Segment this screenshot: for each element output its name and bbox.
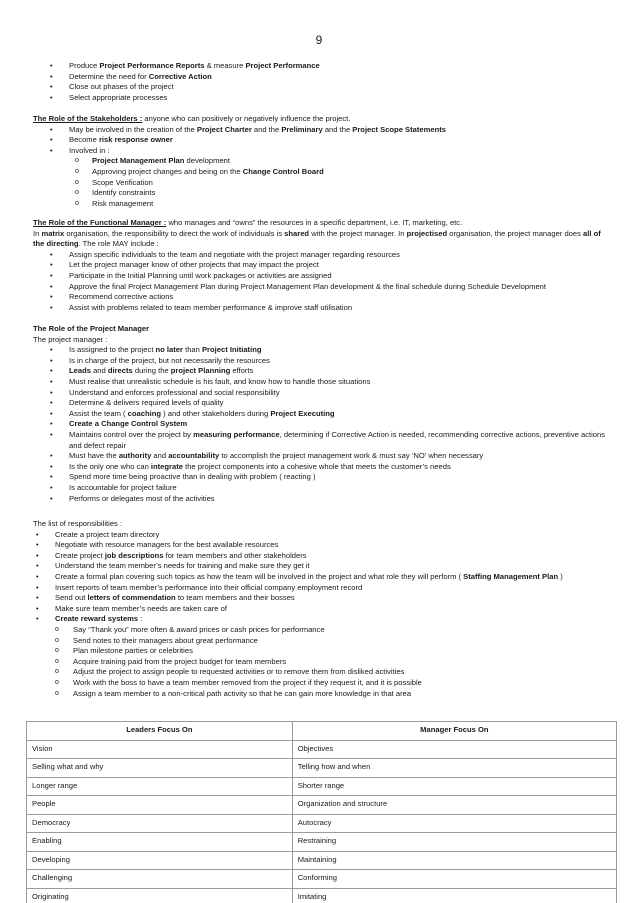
bold-term: project Planning — [170, 366, 231, 376]
text-run: In — [33, 228, 42, 238]
manager-cell: Autocracy — [292, 814, 616, 833]
text-run: Approve the final Project Management Plan during Project Management Plan development & the final schedule during Schedule Development — [69, 281, 547, 291]
text-run: to team members and their bosses — [175, 593, 295, 603]
leader-cell: Originating — [27, 888, 293, 903]
list-item — [33, 366, 609, 377]
bold-term: Project Performance — [245, 61, 320, 70]
list-item — [33, 93, 609, 104]
text-run: Understand and enforces professional and social responsibility — [69, 387, 280, 397]
text-run: Spend more time being proactive than in dealing with problem ( reacting ) — [69, 472, 316, 482]
stakeholders-subitems — [33, 156, 609, 209]
text-run: Must have the — [69, 451, 119, 461]
text-run: , determining if Corrective Action is needed, recommending corrective actions, preventive actions and defect repair — [69, 429, 606, 450]
text-run: Send notes to their managers about great performance — [73, 635, 258, 645]
text-run: Adjust the project to assign people to requested activities or to remove them from disliked activities — [73, 667, 405, 677]
table-header-leaders: Leaders Focus On — [27, 722, 293, 741]
leader-cell: Democracy — [27, 814, 293, 833]
text-run: and — [90, 366, 108, 376]
table-row — [27, 833, 617, 852]
bold-term: no later — [155, 345, 183, 355]
table-row — [27, 814, 617, 833]
list-item — [33, 61, 609, 72]
bold-term: matrix — [41, 228, 65, 238]
sub-list-item — [33, 657, 609, 668]
bold-term: accountability — [168, 451, 220, 461]
list-item — [33, 146, 609, 157]
bold-term: shared — [284, 228, 310, 238]
stakeholders-section — [33, 114, 609, 209]
bold-term: letters of commendation — [87, 593, 176, 603]
bold-term: Preliminary — [281, 124, 323, 134]
sub-list-item — [33, 646, 609, 657]
list-item — [33, 271, 609, 282]
list-item — [33, 260, 609, 271]
manager-cell: Telling how and when — [292, 759, 616, 778]
text-run: Identify constraints — [92, 188, 156, 198]
pm-title: The Role of the Project Manager — [33, 324, 150, 333]
leader-cell: Challenging — [27, 870, 293, 889]
bold-term: Create reward systems — [55, 614, 139, 624]
list-item — [33, 125, 609, 136]
table-row — [27, 740, 617, 759]
list-item — [33, 135, 609, 146]
text-run: organisation, the project manager does — [447, 228, 584, 238]
table-row — [27, 796, 617, 815]
project-manager-section — [33, 324, 609, 504]
bold-term: Corrective Action — [148, 71, 212, 81]
text-run: during the — [132, 366, 171, 376]
text-run: & measure — [204, 61, 246, 70]
functional-title-rest: who manages and “owns” the resources in a specific department, i.e. IT, marketing, etc. — [166, 218, 463, 227]
table-row — [27, 888, 617, 903]
text-run: . The role MAY include : — [78, 239, 159, 249]
manager-cell: Shorter range — [292, 777, 616, 796]
table-body — [27, 740, 617, 903]
leader-cell: Longer range — [27, 777, 293, 796]
text-run: for team members and other stakeholders — [163, 550, 307, 560]
list-item — [33, 604, 609, 615]
text-run: Understand the team member’s needs for training and make sure they get it — [55, 561, 310, 571]
bold-term: Project Scope Statements — [352, 124, 446, 134]
text-run: organisation, the responsibility to direct the work of individuals is — [64, 228, 285, 238]
text-run: Become — [69, 135, 99, 145]
leader-manager-table — [26, 721, 617, 903]
text-run: Must realise that unrealistic schedule is his fault, and know how to handle those situations — [69, 376, 371, 386]
functional-title: The Role of the Functional Manager : — [33, 218, 167, 227]
sub-list-item — [33, 667, 609, 678]
text-run: Assign specific individuals to the team and negotiate with the project manager regarding resources — [69, 249, 400, 259]
text-run: Assist the team ( — [69, 408, 128, 418]
text-run: : — [138, 614, 143, 624]
leader-cell: Enabling — [27, 833, 293, 852]
text-run: Assign a team member to a non-critical path activity so that he can gain more knowledge in that area — [73, 688, 412, 698]
text-run: Insert reports of team member’s performance into their official company employment record — [55, 582, 363, 592]
text-run: Scope Verification — [92, 177, 153, 187]
list-item — [33, 409, 609, 420]
list-item — [33, 72, 609, 83]
manager-cell: Imitating — [292, 888, 616, 903]
text-run: to accomplish the project management work & must say ‘NO’ when necessary — [219, 451, 484, 461]
list-item — [33, 250, 609, 261]
bold-term: directs — [107, 366, 133, 376]
text-run: May be involved in the creation of the — [69, 124, 197, 134]
text-run: Select appropriate processes — [69, 92, 168, 102]
list-item — [33, 551, 609, 562]
pm-bullets — [33, 345, 609, 504]
text-run: Close out phases of the project — [69, 82, 174, 92]
text-run: Determine & delivers required levels of quality — [69, 398, 224, 408]
functional-heading — [33, 218, 609, 229]
text-run: ) — [558, 571, 563, 581]
list-item — [33, 430, 609, 451]
sub-list-item — [33, 636, 609, 647]
text-run: Risk management — [92, 198, 154, 208]
list-item — [33, 494, 609, 505]
list-item — [33, 303, 609, 314]
functional-paragraph — [33, 229, 609, 250]
text-run: Send out — [55, 593, 88, 603]
manager-cell: Maintaining — [292, 851, 616, 870]
reward-system-subitems — [33, 625, 609, 699]
list-item — [33, 388, 609, 399]
table-row — [27, 870, 617, 889]
list-item — [33, 356, 609, 367]
stakeholders-title: The Role of the Stakeholders : — [33, 114, 143, 123]
leader-cell: People — [27, 796, 293, 815]
text-run: and — [151, 451, 169, 461]
list-item — [33, 540, 609, 551]
text-run: Approving project changes and being on the — [92, 166, 243, 176]
bold-term: Leads — [69, 366, 91, 376]
list-item — [33, 82, 609, 93]
text-run: Create a project team directory — [55, 529, 160, 539]
sub-list-item — [33, 156, 609, 167]
bold-term: measuring performance — [193, 429, 280, 439]
manager-cell: Objectives — [292, 740, 616, 759]
bold-term: Project Performance Reports — [99, 61, 205, 70]
list-item — [33, 398, 609, 409]
text-run: Work with the boss to have a team member removed from the project if they request it, and it is possible — [73, 677, 422, 687]
sub-list-item — [33, 199, 609, 210]
text-run: Is assigned to the project — [69, 345, 156, 355]
text-run: Let the project manager know of other projects that may impact the project — [69, 260, 319, 270]
text-run: Maintains control over the project by — [69, 429, 194, 439]
text-run: Is in charge of the project, but not necessarily the resources — [69, 355, 270, 365]
text-run: Acquire training paid from the project budget for team members — [73, 656, 287, 666]
list-item — [33, 593, 609, 604]
text-run: Is accountable for project failure — [69, 482, 177, 492]
sub-list-item — [33, 689, 609, 700]
text-run: than — [182, 345, 202, 355]
sub-list-item — [33, 678, 609, 689]
text-run: with the project manager. In — [309, 228, 407, 238]
text-run: Make sure team member’s needs are taken care of — [55, 603, 227, 613]
pm-intro: The project manager : — [33, 334, 108, 344]
intro-bullet-list — [33, 61, 609, 103]
list-item — [33, 530, 609, 541]
table-header-row — [27, 722, 617, 741]
bold-term: integrate — [150, 461, 183, 471]
manager-cell: Conforming — [292, 870, 616, 889]
leader-cell: Developing — [27, 851, 293, 870]
functional-manager-section — [33, 218, 609, 313]
stakeholders-title-rest: anyone who can positively or negatively influence the project. — [142, 114, 351, 123]
table-header-managers: Manager Focus On — [292, 722, 616, 741]
text-run: Determine the need for — [69, 71, 149, 81]
sub-list-item — [33, 188, 609, 199]
list-item — [33, 419, 609, 430]
list-item — [33, 292, 609, 303]
list-item — [33, 282, 609, 293]
sub-list-item — [33, 625, 609, 636]
responsibilities-intro: The list of responsibilities : — [33, 519, 123, 528]
manager-cell: Restraining — [292, 833, 616, 852]
table-row — [27, 851, 617, 870]
bold-term: all of the directing — [33, 228, 601, 249]
list-item — [33, 451, 609, 462]
text-run: efforts — [230, 366, 254, 376]
list-item — [33, 561, 609, 572]
list-item — [33, 345, 609, 356]
bold-term: risk response owner — [98, 135, 173, 145]
page-number: 9 — [315, 33, 323, 47]
text-run: Assist with problems related to team member performance & improve staff utilisation — [69, 302, 353, 312]
leader-cell: Selling what and why — [27, 759, 293, 778]
text-run: Produce — [69, 61, 100, 70]
table-row — [27, 759, 617, 778]
text-run: Participate in the Initial Planning until work packages or activities are assigned — [69, 270, 332, 280]
bold-term: job descriptions — [104, 550, 164, 560]
bold-term: projectised — [406, 228, 448, 238]
text-run: the project components into a cohesive whole that meets the customer’s needs — [182, 461, 451, 471]
sub-list-item — [33, 167, 609, 178]
bold-term: authority — [118, 451, 152, 461]
list-item — [33, 462, 609, 473]
list-item — [33, 472, 609, 483]
bold-term: Change Control Board — [242, 166, 324, 176]
text-run: Plan milestone parties or celebrities — [73, 646, 193, 656]
table-row — [27, 777, 617, 796]
text-run: Negotiate with resource managers for the best available resources — [55, 540, 279, 550]
text-run: ) and other stakeholders during — [161, 408, 271, 418]
text-run: and the — [251, 124, 282, 134]
responsibilities-section — [33, 519, 609, 699]
bold-term: Staffing Management Plan — [463, 571, 559, 581]
text-run: Involved in : — [69, 145, 110, 155]
bold-term: coaching — [127, 408, 162, 418]
stakeholders-bullets — [33, 125, 609, 157]
list-item — [33, 572, 609, 583]
bold-term: Project Initiating — [201, 345, 262, 355]
bold-term: Create a Change Control System — [69, 419, 188, 429]
leader-cell: Vision — [27, 740, 293, 759]
text-run: and the — [322, 124, 353, 134]
text-run: Recommend corrective actions — [69, 292, 174, 302]
list-item — [33, 583, 609, 594]
bold-term: Project Executing — [270, 408, 335, 418]
list-item — [33, 614, 609, 625]
text-run: development — [184, 156, 231, 166]
text-run: Say “Thank you” more often & award prices or cash prices for performance — [73, 624, 325, 634]
text-run: Is the only one who can — [69, 461, 151, 471]
text-run: Create a formal plan covering such topics as how the team will be involved in the project and what role they will perform ( — [55, 571, 464, 581]
responsibilities-bullets — [33, 530, 609, 625]
bold-term: Project Management Plan — [92, 156, 185, 166]
sub-list-item — [33, 178, 609, 189]
text-run: Performs or delegates most of the activities — [69, 493, 215, 503]
functional-bullets — [33, 250, 609, 314]
bold-term: Project Charter — [196, 124, 252, 134]
stakeholders-heading — [33, 114, 609, 125]
list-item — [33, 483, 609, 494]
text-run: Create project — [55, 550, 105, 560]
manager-cell: Organization and structure — [292, 796, 616, 815]
list-item — [33, 377, 609, 388]
